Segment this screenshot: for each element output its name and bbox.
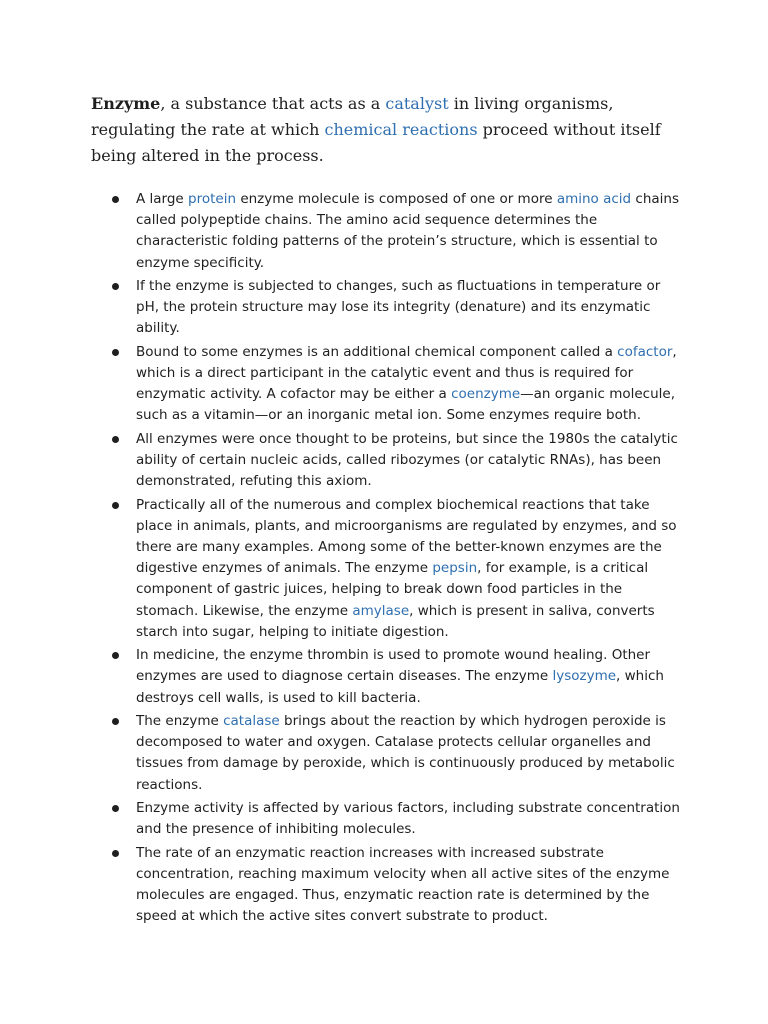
bullet-icon	[112, 652, 119, 659]
list-item-protein-structure	[110, 189, 684, 274]
link-chemical-reactions[interactable]: chemical reactions	[324, 120, 478, 139]
link-protein[interactable]: protein	[188, 191, 237, 207]
link-cofactor[interactable]: cofactor	[617, 343, 673, 360]
list-item-text: chains called polypeptide chains. The amino acid sequence determines the characteristic folding patterns of the protein’s structure, which is essential to enzyme specificity.	[136, 191, 680, 271]
intro-text-3: proceed without itself being altered in the process.	[91, 120, 661, 165]
list-item-text: Enzyme activity is affected by various factors, including substrate concentration and the presence of inhibiting molecules.	[136, 800, 680, 838]
link-amino-acid[interactable]: amino acid	[556, 191, 632, 207]
list-item-denaturation	[110, 276, 684, 340]
link-catalase[interactable]: catalase	[223, 713, 280, 729]
list-item-text: enzyme molecule is composed of one or more	[236, 191, 557, 207]
list-item-text: brings about the reaction by which hydrogen peroxide is decomposed to water and oxygen. Catalase protects cellular organelles and tissues from damage by peroxide, which is continuously produced by metabolic reactions.	[136, 713, 675, 793]
list-item-text: In medicine, the enzyme thrombin is used to promote wound healing. Other enzymes are used to diagnose certain diseases. The enzyme	[136, 647, 651, 685]
list-item-text: , which is present in saliva, converts starch into sugar, helping to initiate digestion.	[136, 602, 655, 640]
list-item-text: A large	[136, 191, 189, 207]
intro-text-2: in living organisms, regulating the rate at which	[91, 94, 614, 139]
link-catalyst[interactable]: catalyst	[385, 94, 449, 113]
link-amylase[interactable]: amylase	[352, 602, 410, 619]
list-item-text: , which destroys cell walls, is used to kill bacteria.	[136, 668, 664, 706]
bullet-icon	[112, 850, 119, 857]
list-item-text: , for example, is a critical component of gastric juices, helping to break down food particles in the stomach. Likewise, the enzyme	[136, 560, 649, 619]
list-item-text: Practically all of the numerous and complex biochemical reactions that take place in animals, plants, and microorganisms are regulated by enzymes, and so there are many examples. Among some of the better-known enzymes are the digestive enzymes of animals. The enzyme	[136, 496, 677, 577]
list-item-text: Bound to some enzymes is an additional chemical component called a	[136, 343, 618, 360]
list-item-text: —an organic molecule, such as a vitamin—or an inorganic metal ion. Some enzymes require both.	[136, 386, 676, 424]
list-item-text: The enzyme	[136, 713, 224, 729]
list-item-activity-factors	[110, 798, 684, 840]
term-enzyme: Enzyme	[91, 94, 161, 113]
bullet-icon	[112, 805, 119, 812]
list-item-reaction-rate	[110, 843, 684, 928]
bullet-icon	[112, 502, 119, 509]
bullet-icon	[112, 283, 119, 290]
bullet-icon	[112, 436, 119, 443]
link-lysozyme[interactable]: lysozyme	[552, 668, 617, 685]
list-item-text: , which is a direct participant in the catalytic event and thus is required for enzymatic activity. A cofactor may be either a	[136, 343, 677, 403]
link-coenzyme[interactable]: coenzyme	[451, 386, 521, 403]
link-pepsin[interactable]: pepsin	[432, 560, 478, 577]
list-item-digestive-enzymes	[110, 495, 684, 643]
intro-paragraph	[91, 91, 691, 169]
intro-text-1: , a substance that acts as a	[160, 94, 386, 113]
bullet-list	[110, 189, 684, 930]
list-item-ribozymes	[110, 429, 684, 493]
list-item-cofactor	[110, 342, 684, 427]
bullet-icon	[112, 196, 119, 203]
list-item-medicine	[110, 645, 684, 709]
bullet-icon	[112, 718, 119, 725]
list-item-catalase	[110, 711, 684, 796]
bullet-icon	[112, 349, 119, 356]
list-item-text: The rate of an enzymatic reaction increases with increased substrate concentration, reaching maximum velocity when all active sites of the enzyme molecules are engaged. Thus, enzymatic reaction rate is determined by the speed at which the active sites convert substrate to product.	[136, 844, 670, 925]
list-item-text: If the enzyme is subjected to changes, such as fluctuations in temperature or pH, the protein structure may lose its integrity (denature) and its enzymatic ability.	[136, 278, 661, 337]
list-item-text: All enzymes were once thought to be proteins, but since the 1980s the catalytic ability of certain nucleic acids, called ribozymes (or catalytic RNAs), has been demonstrated, refuting this axiom.	[136, 430, 678, 490]
